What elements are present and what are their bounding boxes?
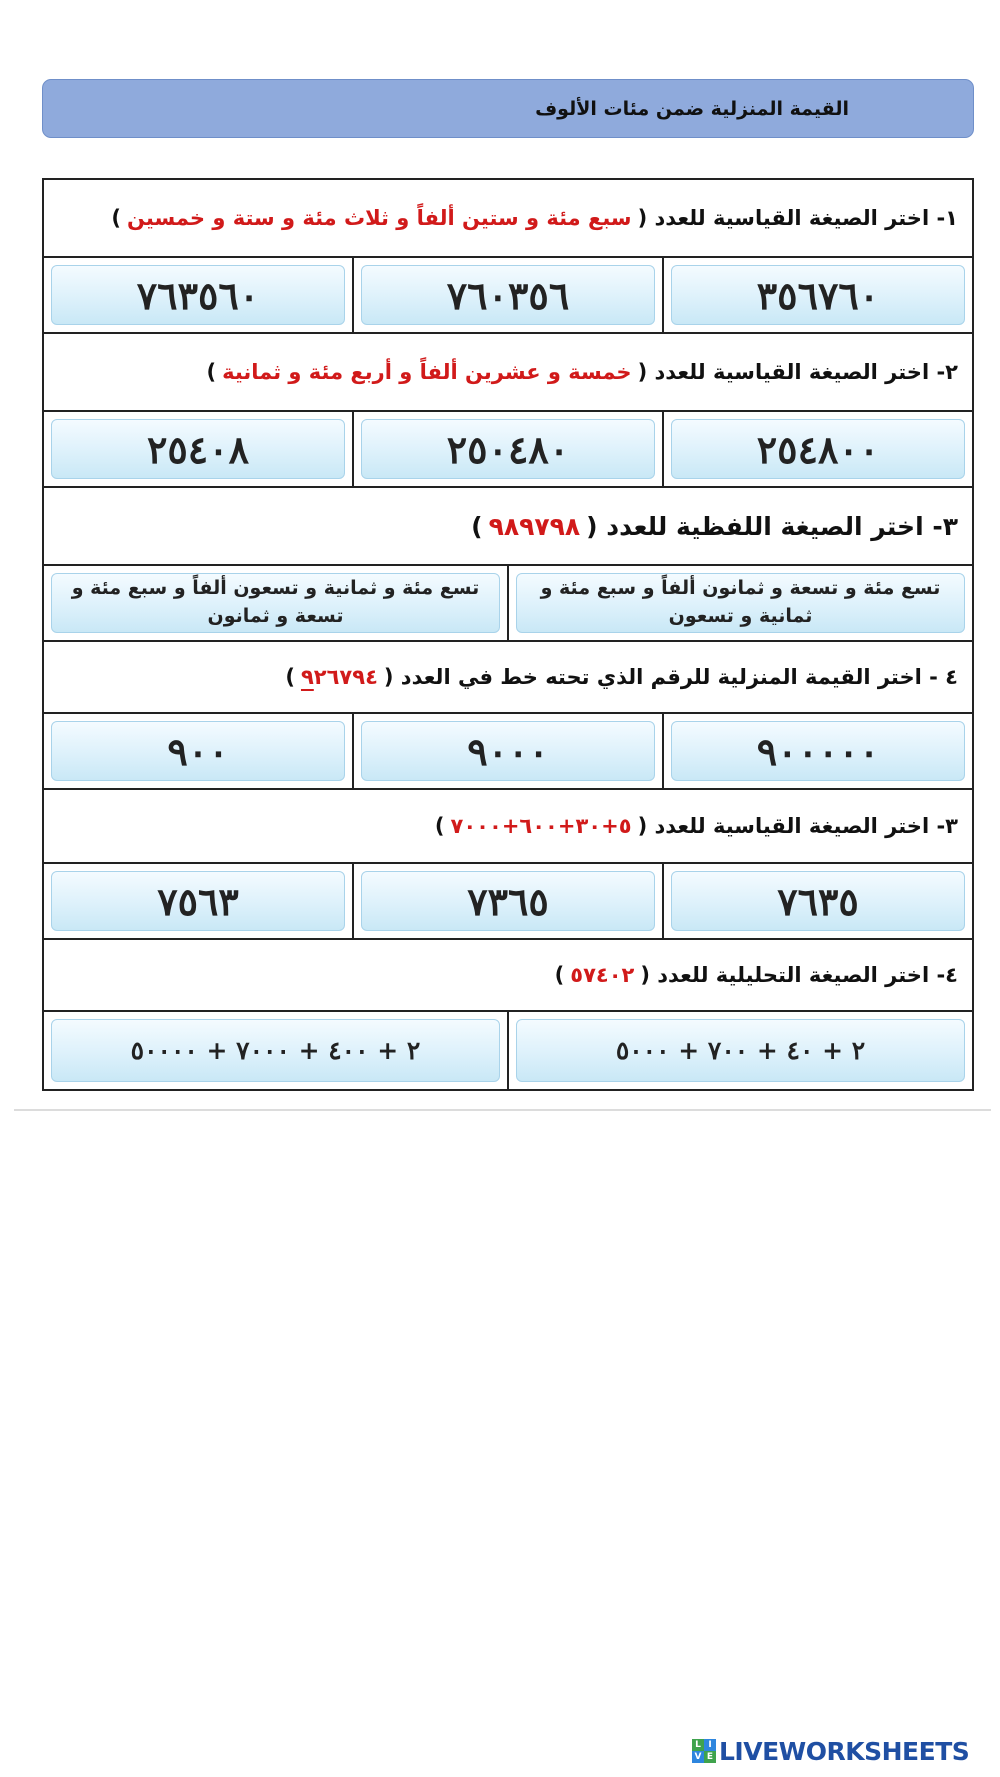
answer-option[interactable]: ٢٥٠٤٨٠ bbox=[361, 419, 655, 479]
answer-option[interactable]: ٧٦٣٥٦٠ bbox=[51, 265, 345, 325]
answer-option[interactable]: ٩٠٠ bbox=[51, 721, 345, 781]
answer-option[interactable]: ٩٠٠٠ bbox=[361, 721, 655, 781]
question-4-underlined-digit: ٩ bbox=[300, 665, 314, 689]
answer-option[interactable]: تسع مئة و ثمانية و تسعون ألفاً و سبع مئة و تسعة و ثمانون bbox=[51, 573, 500, 633]
worksheet-title: القيمة المنزلية ضمن مئات الألوف bbox=[535, 97, 849, 120]
question-3 bbox=[44, 488, 972, 566]
question-2-highlight: خمسة و عشرين ألفاً و أربع مئة و ثمانية bbox=[222, 360, 632, 384]
brand-name: LIVEWORKSHEETS bbox=[719, 1736, 970, 1766]
question-5-prompt: ٣- اختر الصيغة القياسية للعدد ( bbox=[637, 814, 958, 838]
worksheet-table bbox=[42, 178, 974, 1091]
logo-letter: V bbox=[692, 1751, 704, 1763]
logo-letter: L bbox=[692, 1739, 704, 1751]
question-2 bbox=[44, 334, 972, 412]
question-5-options bbox=[44, 864, 972, 940]
question-6 bbox=[44, 940, 972, 1012]
answer-option[interactable]: ٩٠٠٠٠٠ bbox=[671, 721, 965, 781]
answer-option[interactable]: ٧٥٦٣ bbox=[51, 871, 345, 931]
question-6-highlight: ٥٧٤٠٢ bbox=[570, 963, 635, 987]
question-2-prompt: ٢- اختر الصيغة القياسية للعدد ( bbox=[637, 360, 958, 384]
answer-option[interactable]: ٣٥٦٧٦٠ bbox=[671, 265, 965, 325]
question-2-close: ) bbox=[206, 360, 217, 384]
question-4-number-rest: ٢٦٧٩٤ bbox=[313, 665, 378, 689]
question-1-close: ) bbox=[111, 206, 122, 230]
answer-option[interactable]: ٧٣٦٥ bbox=[361, 871, 655, 931]
answer-option[interactable]: ٧٦٣٥ bbox=[671, 871, 965, 931]
worksheet-title-banner bbox=[42, 79, 974, 138]
question-4-options bbox=[44, 714, 972, 790]
question-3-options bbox=[44, 566, 972, 642]
question-6-close: ) bbox=[554, 963, 565, 987]
liveworksheets-brand bbox=[692, 1736, 990, 1766]
question-5-highlight: ٥+٣٠+٦٠٠+٧٠٠٠ bbox=[450, 814, 632, 838]
liveworksheets-logo-icon bbox=[692, 1739, 716, 1763]
question-4-close: ) bbox=[285, 665, 295, 689]
answer-option[interactable]: ٢٥٤٨٠٠ bbox=[671, 419, 965, 479]
answer-option[interactable]: ٧٦٠٣٥٦ bbox=[361, 265, 655, 325]
answer-option[interactable]: ٢ + ٤٠ + ٧٠٠ + ٥٠٠٠ bbox=[516, 1019, 965, 1082]
question-4-prompt: ٤ - اختر القيمة المنزلية للرقم الذي تحته خط في العدد ( bbox=[383, 665, 958, 689]
question-4-number bbox=[301, 665, 378, 689]
page-divider bbox=[14, 1109, 991, 1111]
answer-option[interactable]: ٢٥٤٠٨ bbox=[51, 419, 345, 479]
question-1-options bbox=[44, 258, 972, 334]
logo-letter: E bbox=[704, 1751, 716, 1763]
question-3-prompt: ٣- اختر الصيغة اللفظية للعدد ( bbox=[586, 511, 958, 541]
answer-option[interactable]: ٢ + ٤٠٠ + ٧٠٠٠ + ٥٠٠٠٠ bbox=[51, 1019, 500, 1082]
question-6-prompt: ٤- اختر الصيغة التحليلية للعدد ( bbox=[640, 963, 958, 987]
question-1 bbox=[44, 180, 972, 258]
answer-option[interactable]: تسع مئة و تسعة و ثمانون ألفاً و سبع مئة و ثمانية و تسعون bbox=[516, 573, 965, 633]
question-3-close: ) bbox=[471, 511, 483, 541]
logo-letter: I bbox=[704, 1739, 716, 1751]
question-5-close: ) bbox=[434, 814, 445, 838]
question-5 bbox=[44, 790, 972, 864]
question-2-options bbox=[44, 412, 972, 488]
question-1-prompt: ١- اختر الصيغة القياسية للعدد ( bbox=[637, 206, 958, 230]
question-6-options bbox=[44, 1012, 972, 1089]
question-4 bbox=[44, 642, 972, 714]
question-3-highlight: ٩٨٩٧٩٨ bbox=[488, 511, 581, 541]
question-1-highlight: سبع مئة و ستين ألفاً و ثلاث مئة و ستة و خمسين bbox=[127, 206, 632, 230]
